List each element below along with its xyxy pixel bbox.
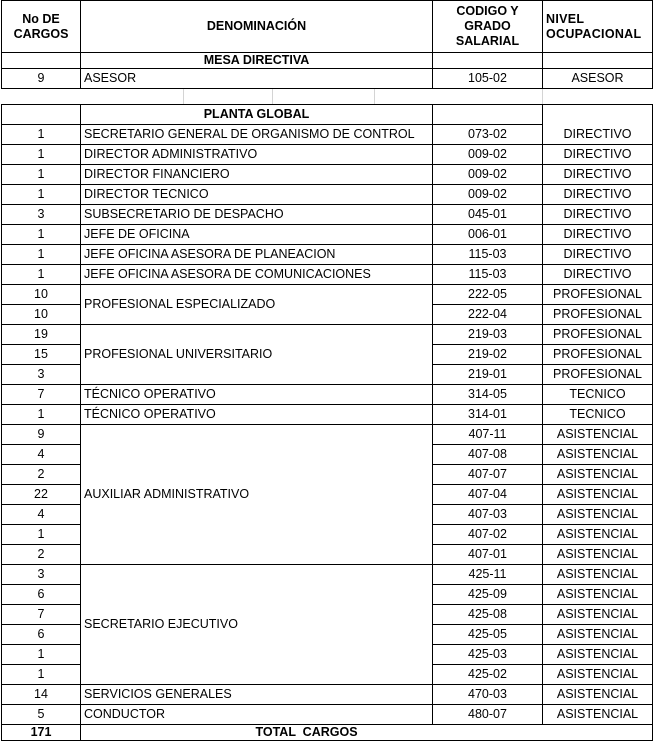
cell-codigo: 407-07 — [468, 467, 507, 482]
total-label: TOTAL CARGOS — [255, 725, 358, 740]
cell-nivel: PROFESIONAL — [553, 307, 642, 322]
cell-nivel: DIRECTIVO — [563, 267, 632, 282]
cell-nivel: ASISTENCIAL — [556, 467, 639, 482]
cell-nivel: PROFESIONAL — [553, 347, 642, 362]
cell-nivel: ASISTENCIAL — [556, 667, 639, 682]
cell-codigo: 425-09 — [468, 587, 507, 602]
cell-denominacion: JEFE OFICINA ASESORA DE COMUNICACIONES — [84, 267, 371, 282]
cell-cargos: 15 — [34, 347, 48, 362]
cell-codigo: 470-03 — [468, 687, 507, 702]
cell-denominacion: JEFE OFICINA ASESORA DE PLANEACION — [84, 247, 336, 262]
cell-cargos: 4 — [37, 507, 45, 522]
cell-codigo: 425-03 — [468, 647, 507, 662]
cell-nivel: PROFESIONAL — [553, 327, 642, 342]
cell-nivel: DIRECTIVO — [563, 187, 632, 202]
cell-codigo: 009-02 — [468, 167, 507, 182]
cell-cargos: 4 — [37, 447, 45, 462]
cell-cargos: 1 — [37, 167, 45, 182]
cell-cargos: 1 — [37, 247, 45, 262]
cell-cargos: 10 — [34, 287, 48, 302]
cell-cargos: 22 — [34, 487, 48, 502]
cell-codigo: 480-07 — [468, 707, 507, 722]
cell-codigo: 009-02 — [468, 147, 507, 162]
cell-codigo: 425-05 — [468, 627, 507, 642]
cell-cargos: 1 — [37, 407, 45, 422]
cell-denominacion-merged: PROFESIONAL ESPECIALIZADO — [84, 297, 276, 312]
cell-nivel: DIRECTIVO — [563, 127, 632, 142]
cell-denominacion: JEFE DE OFICINA — [84, 227, 190, 242]
cell-cargos: 1 — [37, 667, 45, 682]
cell-codigo: 407-03 — [468, 507, 507, 522]
gridline-faint — [183, 89, 184, 104]
cell-cargos: 3 — [37, 567, 45, 582]
cell-cargos: 1 — [37, 527, 45, 542]
gridline-faint — [542, 89, 543, 104]
cell-nivel: DIRECTIVO — [563, 147, 632, 162]
cell-nivel: PROFESIONAL — [553, 367, 642, 382]
cell-cargos: 1 — [37, 647, 45, 662]
cell-codigo: 219-03 — [468, 327, 507, 342]
cell-cargos: 9 — [37, 71, 45, 86]
cell-cargos: 14 — [34, 687, 48, 702]
cell-denominacion-merged: AUXILIAR ADMINISTRATIVO — [84, 487, 250, 502]
cell-nivel: DIRECTIVO — [563, 247, 632, 262]
cell-codigo: 006-01 — [468, 227, 507, 242]
cell-denominacion: SERVICIOS GENERALES — [84, 687, 232, 702]
section-title-mesa: MESA DIRECTIVA — [203, 53, 310, 68]
total-cargos: 171 — [30, 725, 52, 740]
cell-nivel: ASISTENCIAL — [556, 527, 639, 542]
cell-nivel: DIRECTIVO — [563, 227, 632, 242]
cell-codigo: 425-02 — [468, 667, 507, 682]
cell-cargos: 2 — [37, 547, 45, 562]
cell-codigo: 219-01 — [468, 367, 507, 382]
cell-nivel: ASISTENCIAL — [556, 687, 639, 702]
cell-cargos: 5 — [37, 707, 45, 722]
cell-codigo: 009-02 — [468, 187, 507, 202]
cell-nivel: TECNICO — [569, 387, 626, 402]
cell-codigo: 407-01 — [468, 547, 507, 562]
cell-cargos: 7 — [37, 607, 45, 622]
cell-cargos: 2 — [37, 467, 45, 482]
cell-codigo: 115-03 — [468, 267, 507, 282]
cell-cargos: 1 — [37, 187, 45, 202]
cell-cargos: 10 — [34, 307, 48, 322]
cell-nivel: ASISTENCIAL — [556, 427, 639, 442]
cell-denominacion: TÉCNICO OPERATIVO — [84, 407, 216, 422]
cell-codigo: 115-03 — [468, 247, 507, 262]
cell-nivel: ASISTENCIAL — [556, 627, 639, 642]
cell-codigo: 105-02 — [468, 71, 507, 86]
cell-codigo: 425-08 — [468, 607, 507, 622]
cell-cargos: 1 — [37, 127, 45, 142]
cell-cargos: 1 — [37, 267, 45, 282]
section-title-planta: PLANTA GLOBAL — [203, 107, 310, 122]
cell-nivel: ASISTENCIAL — [556, 447, 639, 462]
cell-nivel: ASISTENCIAL — [556, 587, 639, 602]
header-denominacion: DENOMINACIÓN — [206, 19, 307, 33]
cell-nivel: ASISTENCIAL — [556, 607, 639, 622]
cell-cargos: 1 — [37, 147, 45, 162]
cell-codigo: 407-08 — [468, 447, 507, 462]
cell-nivel: ASISTENCIAL — [556, 547, 639, 562]
cell-nivel: ASISTENCIAL — [556, 507, 639, 522]
cell-denominacion: DIRECTOR FINANCIERO — [84, 167, 230, 182]
cell-nivel: TECNICO — [569, 407, 626, 422]
cell-codigo: 045-01 — [468, 207, 507, 222]
header-nivel: NIVEL OCUPACIONAL — [546, 11, 642, 41]
cell-denominacion-merged: PROFESIONAL UNIVERSITARIO — [84, 347, 273, 362]
cell-denominacion: TÉCNICO OPERATIVO — [84, 387, 216, 402]
cell-codigo: 407-04 — [468, 487, 507, 502]
cell-codigo: 314-05 — [468, 387, 507, 402]
cell-nivel: ASISTENCIAL — [556, 567, 639, 582]
cell-codigo: 407-11 — [468, 427, 507, 442]
cell-nivel: DIRECTIVO — [563, 167, 632, 182]
header-codigo: CODIGO Y GRADO SALARIAL — [455, 4, 520, 48]
cell-cargos: 9 — [37, 427, 45, 442]
cell-nivel: PROFESIONAL — [553, 287, 642, 302]
cell-denominacion: SECRETARIO GENERAL DE ORGANISMO DE CONTROL — [84, 127, 415, 142]
cell-nivel: ASISTENCIAL — [556, 647, 639, 662]
cell-codigo: 219-02 — [468, 347, 507, 362]
cell-cargos: 6 — [37, 627, 45, 642]
cell-denominacion: SUBSECRETARIO DE DESPACHO — [84, 207, 284, 222]
grid-line-v — [432, 104, 433, 125]
cell-denominacion: CONDUCTOR — [84, 707, 166, 722]
cell-codigo: 425-11 — [468, 567, 507, 582]
cell-nivel: DIRECTIVO — [563, 207, 632, 222]
gridline-faint — [374, 89, 375, 104]
cell-codigo: 314-01 — [468, 407, 507, 422]
cell-cargos: 3 — [37, 207, 45, 222]
cell-cargos: 6 — [37, 587, 45, 602]
cell-codigo: 222-04 — [468, 307, 507, 322]
cell-cargos: 19 — [34, 327, 48, 342]
cell-codigo: 407-02 — [468, 527, 507, 542]
cell-denominacion-merged: SECRETARIO EJECUTIVO — [84, 617, 238, 632]
cell-denominacion: DIRECTOR ADMINISTRATIVO — [84, 147, 258, 162]
grid-line-v — [1, 104, 2, 125]
cell-denominacion: DIRECTOR TECNICO — [84, 187, 209, 202]
header-cargos: No DE CARGOS — [13, 11, 69, 41]
cell-cargos: 3 — [37, 367, 45, 382]
cell-codigo: 073-02 — [468, 127, 507, 142]
cell-cargos: 1 — [37, 227, 45, 242]
cell-nivel: ASESOR — [571, 71, 624, 86]
cell-denominacion: ASESOR — [84, 71, 137, 86]
cell-cargos: 7 — [37, 387, 45, 402]
cell-nivel: ASISTENCIAL — [556, 487, 639, 502]
cell-nivel: ASISTENCIAL — [556, 707, 639, 722]
grid-line-h — [1, 88, 653, 89]
cell-codigo: 222-05 — [468, 287, 507, 302]
gridline-faint — [272, 89, 273, 104]
